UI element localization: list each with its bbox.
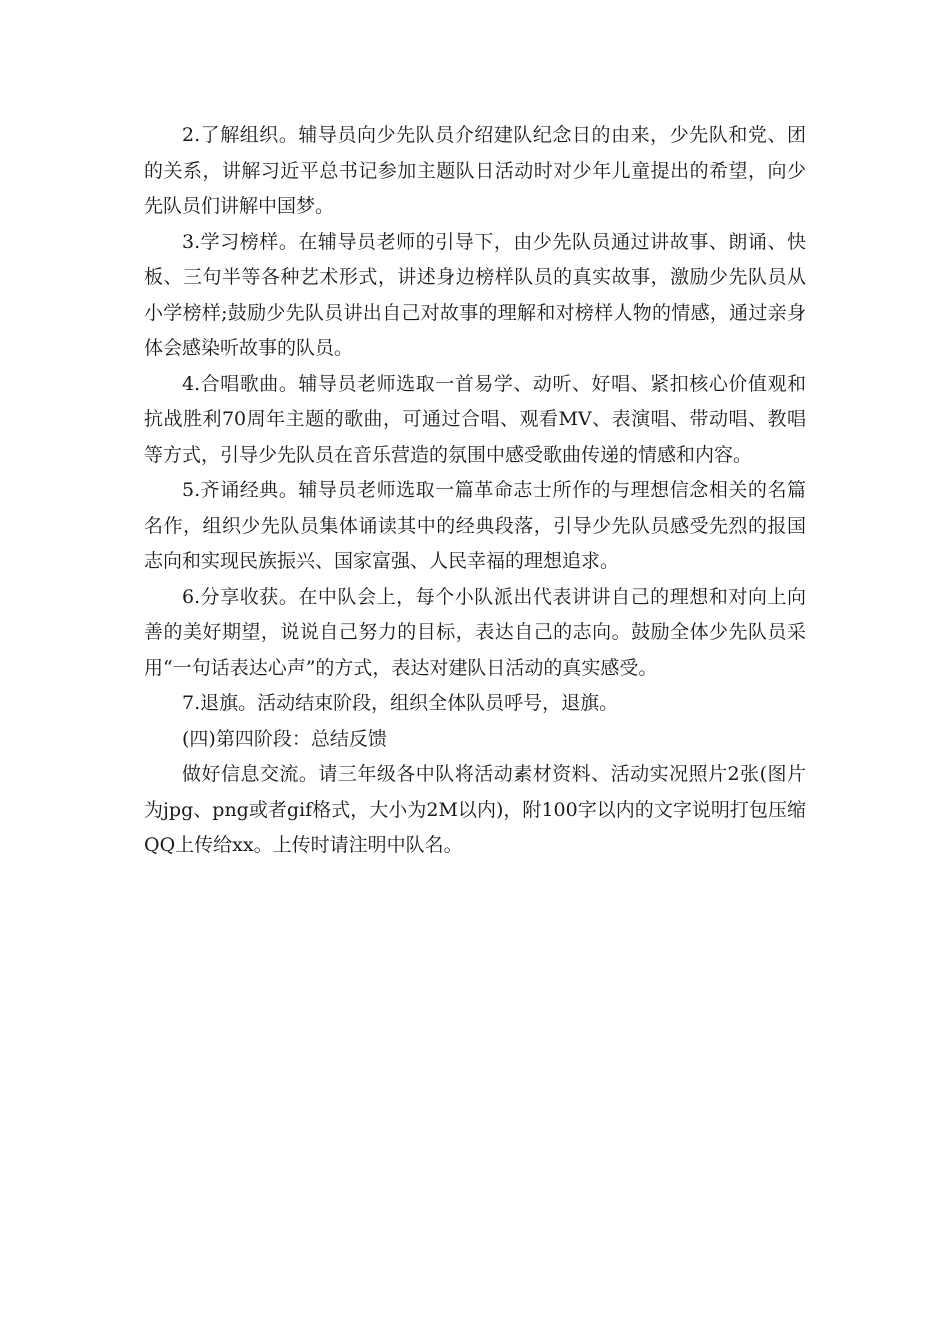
- paragraph-recite-classics: 5.齐诵经典。辅导员老师选取一篇革命志士所作的与理想信念相关的名篇名作，组织少先队员集体诵读其中的经典段落，引导少先队员感受先烈的报国志向和实现民族振兴、国家富强、人民幸福的理想追求。: [144, 479, 806, 572]
- paragraph-understand-organization: 2.了解组织。辅导员向少先队员介绍建队纪念日的由来，少先队和党、团的关系，讲解习近平总书记参加主题队日活动时对少年儿童提出的希望，向少先队员们讲解中国梦。: [144, 124, 806, 217]
- paragraph-learn-role-models: 3.学习榜样。在辅导员老师的引导下，由少先队员通过讲故事、朗诵、快板、三句半等各种艺术形式，讲述身边榜样队员的真实故事，激励少先队员从小学榜样;鼓励少先队员讲出自己对故事的理解和对榜样人物的情感，通过亲身体会感染听故事的队员。: [144, 230, 806, 359]
- paragraph-share-gains: 6.分享收获。在中队会上，每个小队派出代表讲讲自己的理想和对向上向善的美好期望，说说自己努力的目标，表达自己的志向。鼓励全体少先队员采用“一句话表达心声”的方式，表达对建队日活动的真实感受。: [144, 585, 806, 679]
- paragraph-retire-flag: 7.退旗。活动结束阶段，组织全体队员呼号，退旗。: [182, 692, 619, 714]
- section-heading-stage-four: (四)第四阶段：总结反馈: [182, 727, 387, 750]
- paragraph-chorus-songs: 4.合唱歌曲。辅导员老师选取一首易学、动听、好唱、紧扣核心价值观和抗战胜利70周年主题的歌曲，可通过合唱、观看MV、表演唱、带动唱、教唱等方式，引导少先队员在音乐营造的氛围中感受歌曲传递的情感和内容。: [144, 372, 806, 466]
- paragraph-information-exchange: 做好信息交流。请三年级各中队将活动素材资料、活动实况照片2张(图片为jpg、png或者gif格式，大小为2M以内)，附100字以内的文字说明打包压缩QQ上传给xx。上传时请注明中队名。: [144, 763, 806, 856]
- document-body: [144, 118, 806, 864]
